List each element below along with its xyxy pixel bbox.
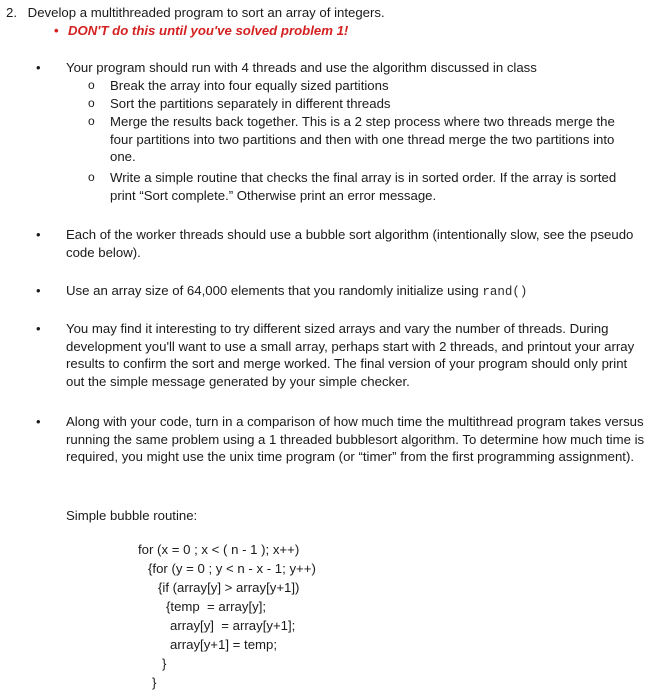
code-line: {if (array[y] > array[y+1]) — [158, 580, 300, 595]
bullet-threads-text: Your program should run with 4 threads and use the algorithm discussed in class — [66, 60, 537, 75]
question-title: Develop a multithreaded program to sort an array of integers. — [27, 5, 385, 20]
bullet-experiment — [36, 320, 646, 390]
circle-bullet-icon: o — [88, 96, 95, 110]
question-heading — [6, 4, 385, 22]
sub-bullet-text: Sort the partitions separately in different threads — [110, 96, 391, 111]
sub-bullet-text: Write a simple routine that checks the final array is in sorted order. If the array is sorted print “Sort complete.” Otherwise print an error message. — [110, 170, 617, 203]
bullet-icon: • — [36, 414, 41, 429]
warning-text: DON'T do this until you've solved problem 1! — [68, 23, 349, 38]
sub-bullet-partition — [88, 77, 640, 95]
code-line: array[y+1] = temp; — [170, 637, 278, 652]
sub-bullet-text: Break the array into four equally sized partitions — [110, 78, 389, 93]
sub-bullet-text: Merge the results back together. This is a 2 step process where two threads merge the four partitions into two partitions and then with one thread merge the two partitions into one. — [110, 114, 615, 164]
bullet-threads — [36, 59, 646, 77]
bullet-array-size-text: Use an array size of 64,000 elements that you randomly initialize using — [66, 283, 479, 298]
bullet-timing — [36, 413, 646, 466]
sub-bullet-sort — [88, 95, 640, 113]
bullet-icon: • — [36, 283, 41, 298]
bullet-timing-text: Along with your code, turn in a comparison of how much time the multithread program takes versus running the same problem using a 1 threaded bubblesort algorithm. To determine how much time is required, you might use the unix time program (or “timer” from the first programming assignment). — [66, 414, 645, 464]
bullet-bubble-sort — [36, 226, 646, 261]
bullet-bubble-sort-text: Each of the worker threads should use a bubble sort algorithm (intentionally slow, see the pseudo code below). — [66, 227, 634, 260]
code-line: } — [152, 675, 157, 690]
rand-code: rand() — [482, 285, 528, 299]
circle-bullet-icon: o — [88, 78, 95, 92]
code-line: {for (y = 0 ; y < n - x - 1; y++) — [148, 561, 316, 576]
warning-note — [54, 22, 349, 40]
circle-bullet-icon: o — [88, 170, 95, 184]
bullet-array-size — [36, 282, 646, 302]
routine-label: Simple bubble routine: — [66, 508, 198, 523]
circle-bullet-icon: o — [88, 114, 95, 128]
question-number: 2. — [6, 5, 17, 20]
code-line: } — [162, 656, 167, 671]
code-line: array[y] = array[y+1]; — [170, 618, 296, 633]
code-line: for (x = 0 ; x < ( n - 1 ); x++) — [138, 542, 300, 557]
sub-bullet-merge — [88, 113, 640, 166]
bullet-icon: • — [36, 227, 41, 242]
bullet-icon: • — [36, 321, 41, 336]
sub-bullet-check — [88, 169, 640, 204]
bullet-icon: • — [54, 23, 59, 38]
bullet-experiment-text: You may find it interesting to try different sized arrays and vary the number of threads. During development you'll want to use a small array, perhaps start with 2 threads, and printout your array results to confirm the sort and merge worked. The final version of your program should only print out the simple message generated by your simple checker. — [66, 321, 635, 389]
code-line: {temp = array[y]; — [166, 599, 267, 614]
bullet-icon: • — [36, 60, 41, 75]
